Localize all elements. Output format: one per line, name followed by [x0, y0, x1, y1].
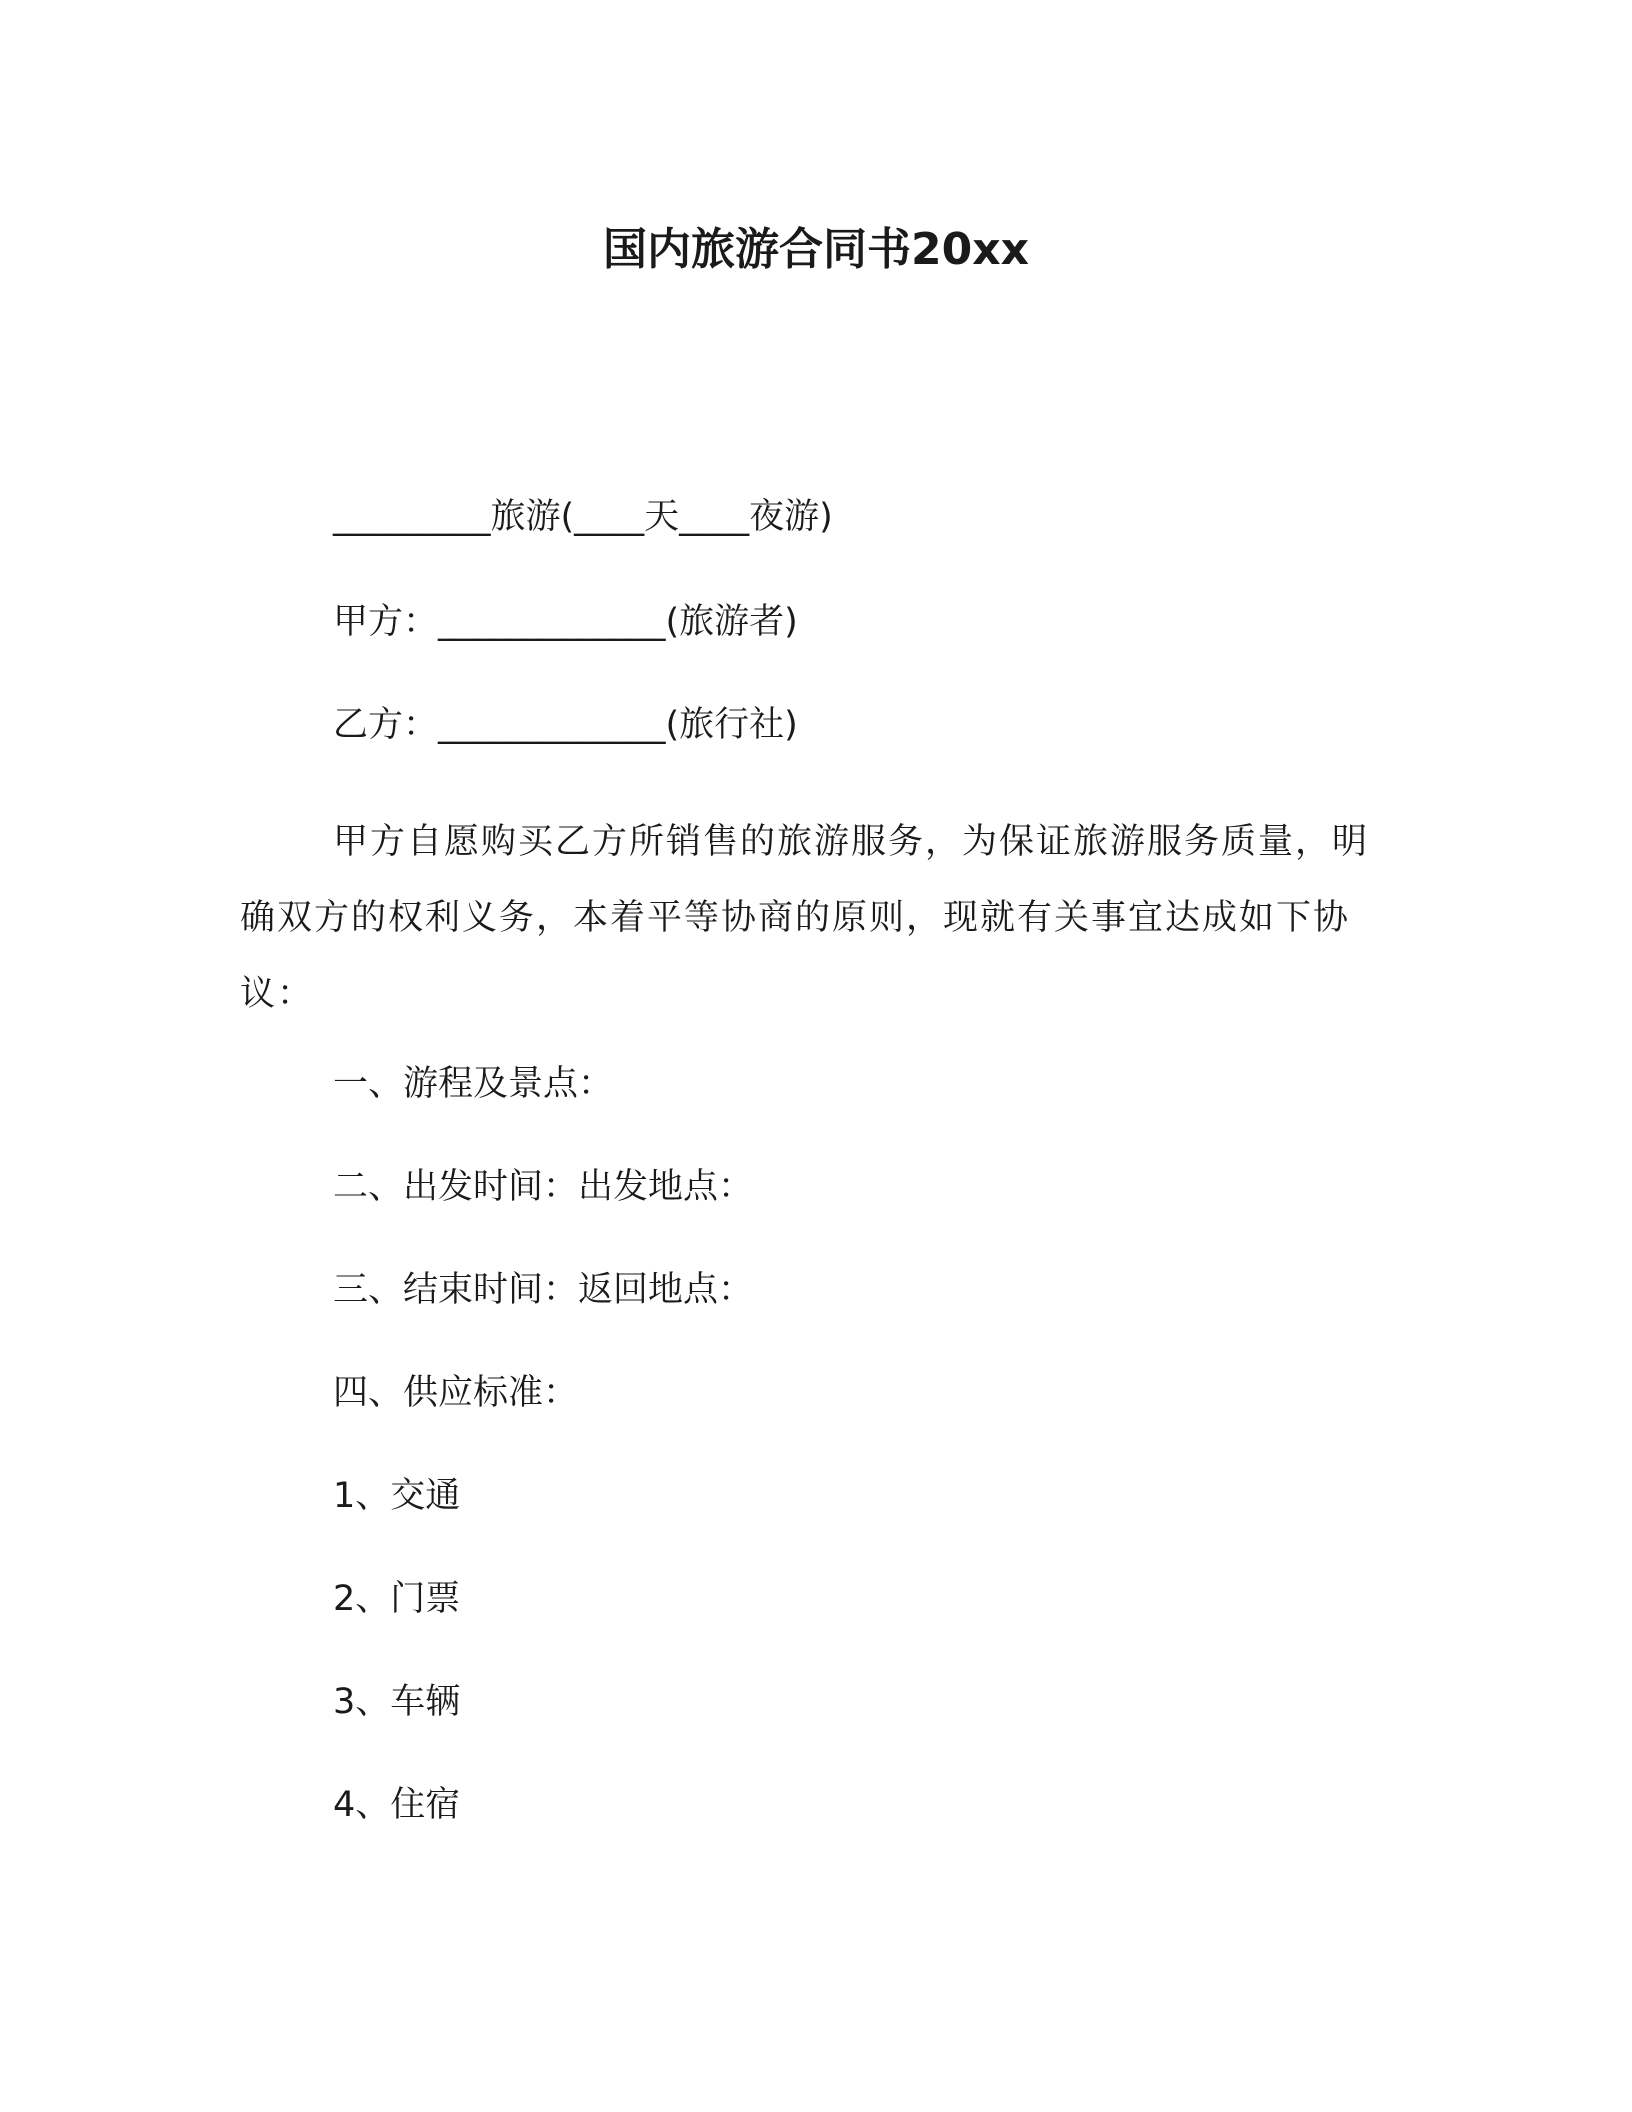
- party-a-line: 甲方：_____________(旅游者): [333, 602, 798, 642]
- section-heading: 二、出发时间：出发地点：: [333, 1167, 754, 1207]
- list-item: 1、交通: [333, 1476, 461, 1516]
- document-title: 国内旅游合同书20xx: [603, 224, 1029, 275]
- section-heading: 四、供应标准：: [333, 1373, 579, 1413]
- intro-paragraph: 甲方自愿购买乙方所销售的旅游服务，为保证旅游服务质量，明确双方的权利义务，本着平等协商的原则，现就有关事宜达成如下协议：: [240, 822, 1370, 1014]
- list-item: 3、车辆: [333, 1682, 461, 1722]
- list-item: 4、住宿: [333, 1785, 461, 1825]
- party-b-line: 乙方：_____________(旅行社): [333, 705, 798, 745]
- section-heading: 一、游程及景点：: [333, 1064, 614, 1104]
- tour-header-line: _________旅游(____天____夜游): [333, 497, 833, 537]
- section-heading: 三、结束时间：返回地点：: [333, 1270, 754, 1310]
- list-item: 2、门票: [333, 1579, 461, 1619]
